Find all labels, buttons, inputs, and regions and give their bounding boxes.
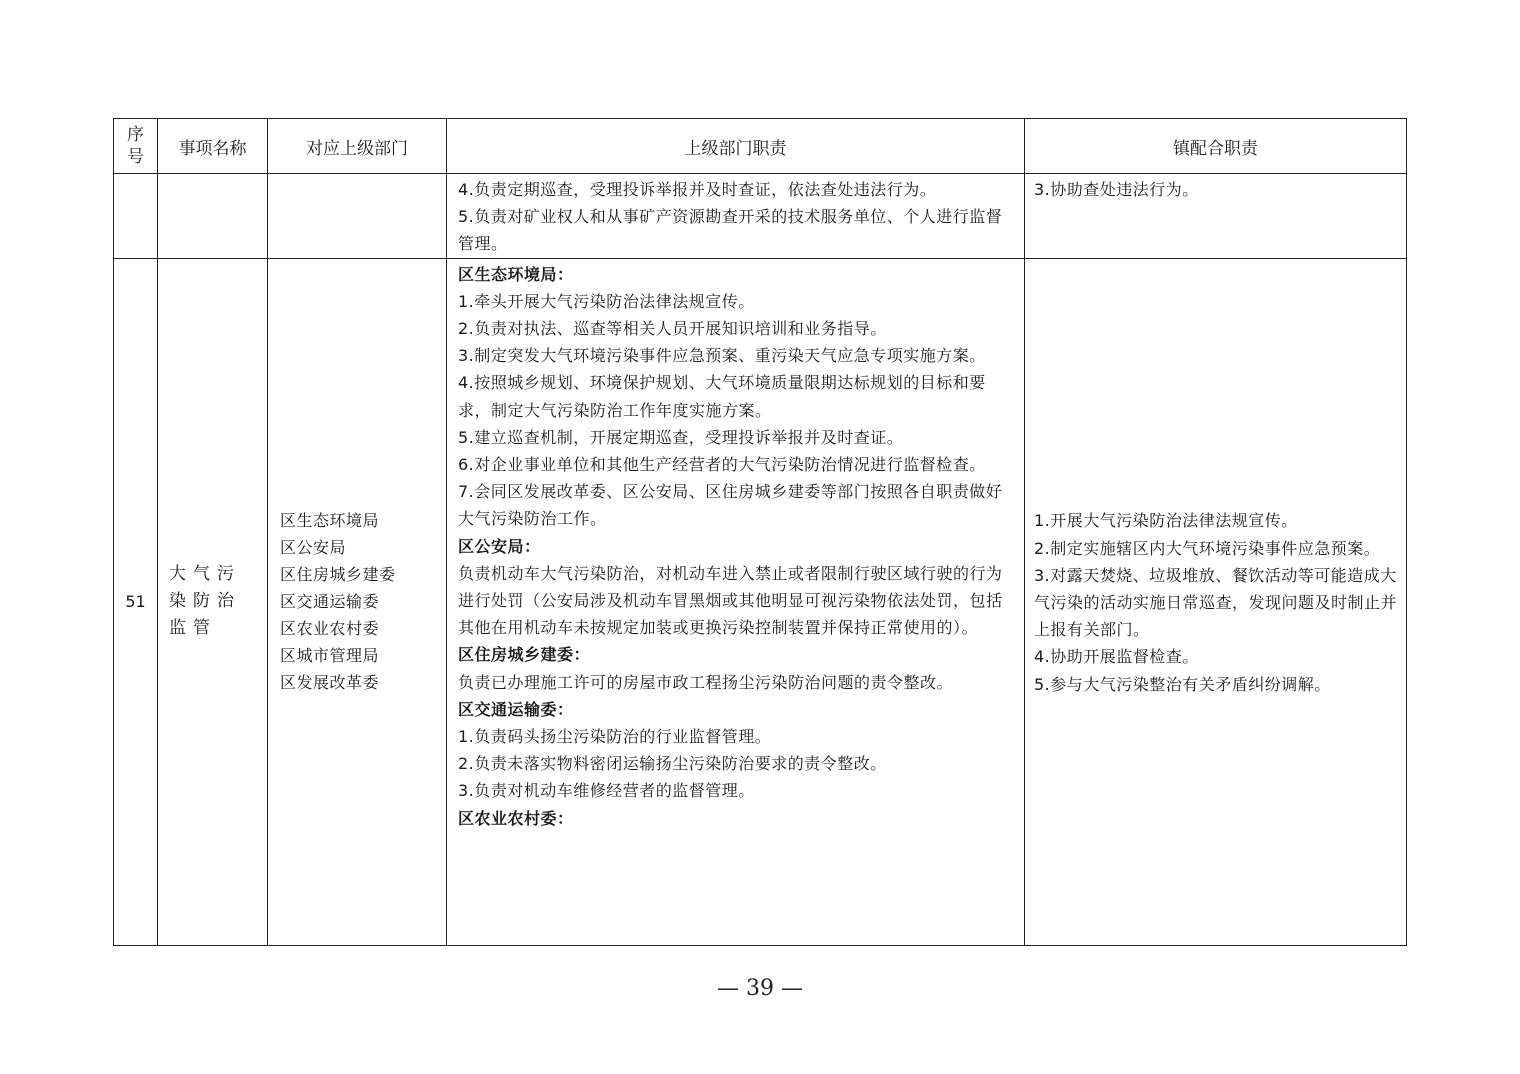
section-heading: 区生态环境局：: [458, 264, 574, 284]
duty-item: 3.负责对机动车维修经营者的监督管理。: [458, 781, 755, 801]
header-town-duty: 镇配合职责: [1025, 119, 1407, 174]
dept-item: 区城市管理局: [280, 646, 380, 666]
dept-item: 区公安局: [280, 538, 347, 558]
duty-item: 5.建立巡查机制，开展定期巡查，受理投诉举报并及时查证。: [458, 427, 904, 447]
row-upper-duty-cell: [447, 174, 1025, 259]
town-duty-item: 3.协助查处违法行为。: [1034, 180, 1199, 199]
dept-item: 区生态环境局: [280, 511, 380, 531]
row-seq-cell: [114, 174, 158, 259]
duty-item: 2.负责未落实物料密闭运输扬尘污染防治要求的责令整改。: [458, 754, 887, 774]
row-town-duty-cell: [1025, 174, 1407, 259]
section-heading: 区住房城乡建委：: [458, 645, 591, 665]
duty-item: 2.负责对执法、巡查等相关人员开展知识培训和业务指导。: [458, 319, 887, 339]
town-duty-item: 2.制定实施辖区内大气环境污染事件应急预案。: [1034, 538, 1381, 558]
town-duty-item: 5.参与大气污染整治有关矛盾纠纷调解。: [1034, 674, 1331, 694]
duty-item: 5.负责对矿业权人和从事矿产资源勘查开采的技术服务单位、个人进行监督管理。: [458, 207, 1003, 254]
header-seq: [114, 119, 158, 174]
duty-item: 7.会同区发展改革委、区公安局、区住房城乡建委等部门按照各自职责做好大气污染防治工作。: [458, 482, 1003, 529]
dept-item: 区住房城乡建委: [280, 565, 396, 585]
duty-item: 6.对企业事业单位和其他生产经营者的大气污染防治情况进行监督检查。: [458, 455, 986, 475]
table-row: [114, 174, 1407, 259]
header-upper-dept: 对应上级部门: [268, 119, 447, 174]
duty-item: 负责机动车大气污染防治，对机动车进入禁止或者限制行驶区域行驶的行为进行处罚（公安局涉及机动车冒黑烟或其他明显可视污染物依法处罚，包括其他在用机动车未按规定加装或更换污染控制装置并保持正常使用的）。: [458, 563, 1003, 638]
header-seq-top: 序: [127, 125, 144, 145]
header-item-name: 事项名称: [158, 119, 268, 174]
duty-item: 1.牵头开展大气污染防治法律法规宣传。: [458, 291, 755, 311]
dept-item: 区发展改革委: [280, 673, 380, 693]
table-header-row: [114, 119, 1407, 174]
town-duty-item: 1.开展大气污染防治法律法规宣传。: [1034, 511, 1298, 531]
duty-item: 3.制定突发大气环境污染事件应急预案、重污染天气应急专项实施方案。: [458, 346, 986, 366]
row-town-duty-cell: [1025, 258, 1407, 945]
row-seq-cell: 51: [114, 258, 158, 945]
row-item-name-cell: 大气污染防治监管: [158, 258, 268, 945]
duty-item: 负责已办理施工许可的房屋市政工程扬尘污染防治问题的责令整改。: [458, 672, 954, 692]
header-seq-bottom: 号: [127, 147, 144, 167]
duty-item: 4.按照城乡规划、环境保护规划、大气环境质量限期达标规划的目标和要求，制定大气污染防治工作年度实施方案。: [458, 373, 986, 420]
responsibility-table: [113, 118, 1407, 946]
row-upper-duty-cell: [447, 258, 1025, 945]
dept-item: 区交通运输委: [280, 592, 380, 612]
town-duty-item: 3.对露天焚烧、垃圾堆放、餐饮活动等可能造成大气污染的活动实施日常巡查，发现问题及时制止并上报有关部门。: [1034, 565, 1398, 640]
row-upper-dept-cell: [268, 258, 447, 945]
dept-item: 区农业农村委: [280, 619, 380, 639]
row-item-name-cell: [158, 174, 268, 259]
duty-item: 1.负责码头扬尘污染防治的行业监督管理。: [458, 727, 772, 747]
header-upper-duty: 上级部门职责: [447, 119, 1025, 174]
section-heading: 区交通运输委：: [458, 699, 574, 719]
town-duty-item: 4.协助开展监督检查。: [1034, 647, 1199, 667]
section-heading: 区农业农村委：: [458, 808, 574, 828]
table-row: [114, 258, 1407, 945]
row-upper-dept-cell: [268, 174, 447, 259]
section-heading: 区公安局：: [458, 536, 541, 556]
duty-item: 4.负责定期巡查，受理投诉举报并及时查证，依法查处违法行为。: [458, 180, 937, 199]
page-number: — 39 —: [717, 976, 803, 1001]
